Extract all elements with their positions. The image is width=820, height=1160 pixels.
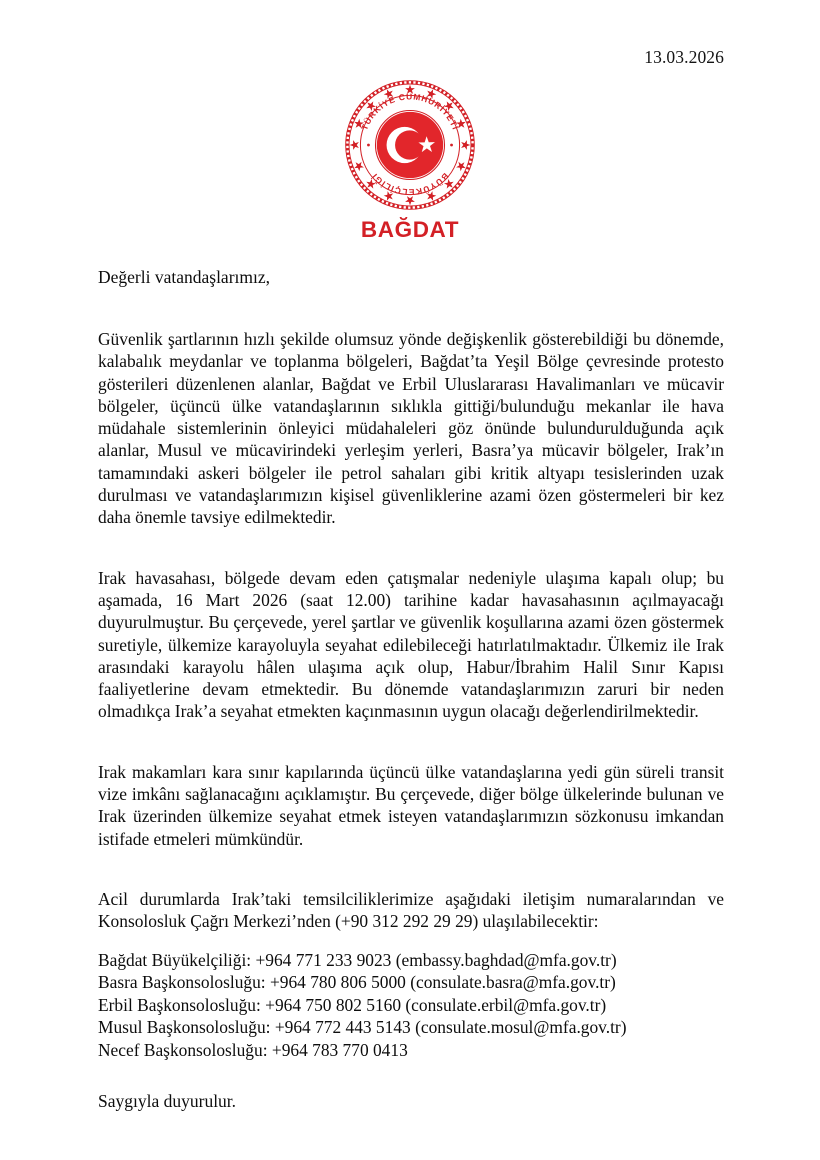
- emblem-caption: BAĞDAT: [360, 217, 460, 242]
- emblem-block: [0, 78, 820, 242]
- paragraph-1: Güvenlik şartlarının hızlı şekilde olumsuz yönde değişkenlik gösterebildiği bu dönemde, kalabalık meydanlar ve toplanma bölgeleri, Bağdat’ta Yeşil Bölge çevresinde protesto gösterileri düzenlenen alanlar, Bağdat ve Erbil Uluslararası Havalimanları ve mücavir bölgeler, üçüncü ülke vatandaşlarının sıklıkla gittiği/bulunduğu mekanlar ile hava müdahale sistemlerinin önleyici müdahaleleri göz önünde bulundurulduğunda açık alanlar, Musul ve mücavirindeki yerleşim yerleri, Basra’ya mücavir bölgeler, Irak’ın tamamındaki askeri bölgeler ile petrol sahaları gibi kritik altyapı tesislerinden uzak durulması ve vatandaşlarımızın kişisel güvenliklerine azami özen göstermeleri bir kez daha önemle tavsiye edilmektedir.: [98, 329, 724, 528]
- turkish-republic-embassy-seal-icon: [343, 78, 477, 212]
- contact-intro: Acil durumlarda Irak’taki temsilciliklerimize aşağıdaki iletişim numaralarından ve Konsolosluk Çağrı Merkezi’nden (+90 312 292 29 29) ulaşılabilecektir:: [98, 888, 724, 932]
- seal-left-dot: [367, 144, 370, 147]
- list-item: Musul Başkonsolosluğu: +964 772 443 5143 (consulate.mosul@mfa.gov.tr): [98, 1017, 627, 1038]
- salutation: Değerli vatandaşlarımız,: [98, 267, 271, 287]
- list-item: Erbil Başkonsolosluğu: +964 750 802 5160 (consulate.erbil@mfa.gov.tr): [98, 994, 607, 1015]
- contact-list: [98, 949, 724, 1062]
- document-date: 13.03.2026: [644, 47, 724, 67]
- list-item: Necef Başkonsolosluğu: +964 783 770 0413: [98, 1039, 408, 1060]
- document-body: [98, 266, 724, 1112]
- seal-top-legend: TÜRKİYE CUMHURİYETİ: [359, 91, 461, 132]
- paragraph-2: Irak havasahası, bölgede devam eden çatışmalar nedeniyle ulaşıma kapalı olup; bu aşamada, 16 Mart 2026 (saat 12.00) tarihine kadar havasahasının açılmayacağı duyurulmuştur. Bu çerçevede, yerel şartlar ve güvenlik koşullarına azami özen göstermek suretiyle, ülkemize karayoluyla seyahat edilebileceği hatırlatılmaktadır. Ülkemiz ile Irak arasındaki karayolu hâlen ulaşıma açık olup, Habur/İbrahim Halil Sınır Kapısı faaliyetlerine devam etmektedir. Bu dönemde vatandaşlarımızın zaruri bir neden olmadıkça Irak’a seyahat etmekten kaçınmasının uygun olacağı değerlendirilmektedir.: [98, 567, 724, 722]
- list-item: Basra Başkonsolosluğu: +964 780 806 5000 (consulate.basra@mfa.gov.tr): [98, 972, 616, 993]
- seal-right-dot: [450, 144, 453, 147]
- paragraph-3: Irak makamları kara sınır kapılarında üçüncü ülke vatandaşlarına yedi gün süreli transit vize imkânı sağlanacağını açıklamıştır. Bu çerçevede, diğer bölge ülkelerinde bulunan ve Irak üzerinden ülkemize seyahat etmek isteyen vatandaşlarımızın sözkonusu imkandan istifade etmeleri mümkündür.: [98, 761, 724, 849]
- list-item: Bağdat Büyükelçiliği: +964 771 233 9023 (embassy.baghdad@mfa.gov.tr): [98, 949, 617, 970]
- seal-bottom-legend: BÜYÜKELÇİLİĞİ: [369, 171, 451, 198]
- closing-statement: Saygıyla duyurulur.: [98, 1090, 237, 1111]
